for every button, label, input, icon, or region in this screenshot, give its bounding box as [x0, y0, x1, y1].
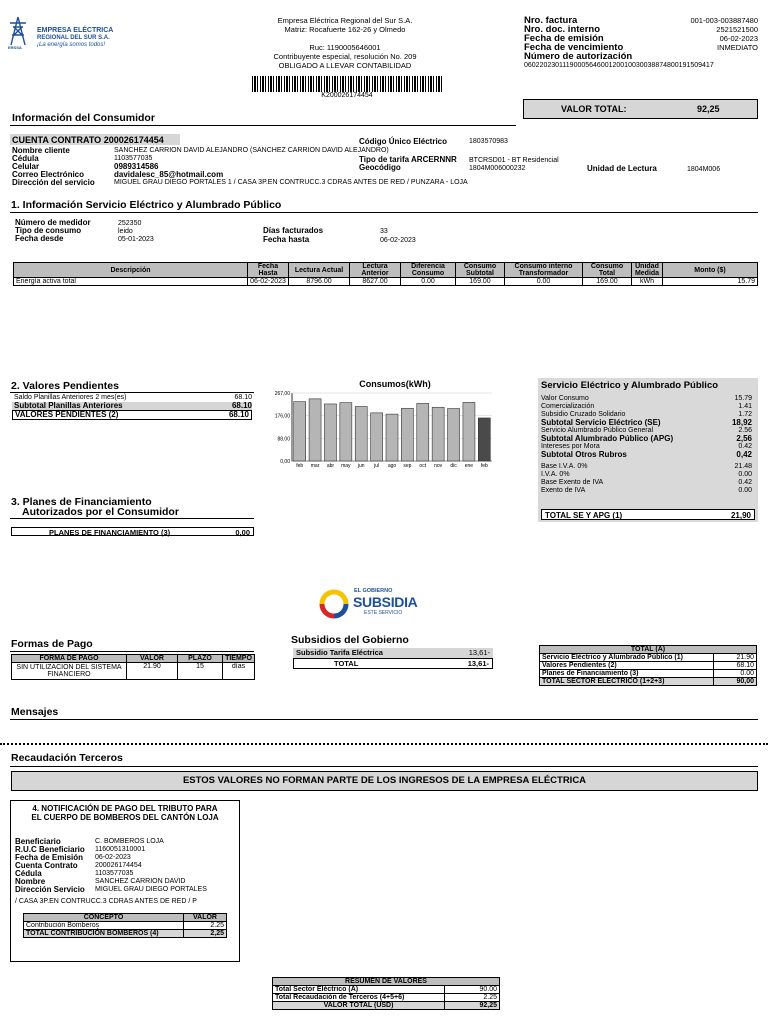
chart-xtick-label: jul — [374, 463, 380, 469]
total-a-row2-value: 68.10 — [714, 662, 757, 670]
divider — [10, 766, 758, 767]
summary-service-row-value: 1.72 — [738, 411, 752, 418]
total-value: 92,25 — [697, 104, 720, 114]
chart-bar — [386, 414, 398, 461]
address-label: Dirección del servicio — [12, 178, 95, 187]
total-a-table — [539, 645, 757, 686]
summary-service-row — [541, 419, 752, 427]
cell-total: 169.00 — [583, 278, 632, 286]
summary-service-row-label: Servicio Alumbrado Público General — [541, 427, 654, 434]
col-concept: CONCEPTO — [24, 914, 184, 922]
summary-service-row-value: 15.79 — [734, 395, 752, 402]
cell-payment-value: 21.90 — [127, 663, 178, 680]
table-row — [14, 278, 758, 286]
summary-service-row — [541, 395, 752, 403]
firefighters-field — [15, 862, 235, 870]
company-ruc: Ruc: 1190005646001 — [309, 43, 381, 52]
chart-xtick-label: ago — [387, 463, 397, 469]
email-value: davidalesc_85@hotmail.com — [114, 170, 224, 179]
ff-total-label: TOTAL CONTRIBUCIÓN BOMBEROS (4) — [24, 930, 184, 938]
firefighters-box — [10, 800, 240, 962]
ff-field-label: Cuenta Contrato — [15, 861, 78, 870]
chart-bar — [294, 402, 306, 461]
invoice-number: 001-003-003887480 — [690, 16, 758, 25]
summary-total-label: TOTAL SE Y APG (1) — [545, 511, 623, 520]
third-party-banner: ESTOS VALORES NO FORMAN PARTE DE LOS INGRESOS DE LA EMPRESA ELÉCTRICA — [11, 771, 758, 791]
tower-icon — [6, 15, 30, 49]
chart-bar — [448, 409, 460, 461]
divider — [10, 125, 516, 126]
chart-xtick-label: oct — [419, 463, 427, 469]
chart-bar — [324, 404, 336, 461]
cell-value: 0989314586 — [114, 162, 159, 171]
summary-service-row-label: Exento de IVA — [541, 487, 586, 494]
chart-xtick-label: dic — [450, 463, 457, 469]
pending-row2-label: Subtotal Planillas Anteriores — [14, 401, 123, 410]
summary-service-row-value: 1.41 — [738, 403, 752, 410]
chart-ytick-label: 176,00 — [274, 413, 290, 420]
meter-label: Número de medidor — [15, 218, 91, 227]
col-amount: Monto ($) — [663, 263, 758, 278]
logo-small-text: ERSSA — [8, 45, 22, 50]
pending-row2-value: 68.10 — [231, 401, 252, 410]
tariff-label: Tipo de tarifa ARCERNNR — [359, 155, 457, 164]
chart-bar — [417, 403, 429, 461]
chart-xtick-label: nov — [434, 463, 443, 469]
consumption-type-label: Tipo de consumo — [15, 226, 82, 235]
table-row — [540, 678, 757, 686]
summary-service-row-label: Subsidio Cruzado Solidario — [541, 411, 626, 418]
subsidia-logo — [318, 586, 418, 622]
pending-row1-label: Saldo Planillas Anteriores 2 mes(es) — [14, 394, 127, 401]
chart-bar — [340, 403, 352, 461]
chart-bar — [463, 402, 475, 461]
ff-field-label: Cédula — [15, 869, 42, 878]
col-difference: Diferencia Consumo — [401, 263, 456, 278]
col-date-to: Fecha Hasta — [248, 263, 289, 278]
ff-field-label: Beneficiario — [15, 837, 61, 846]
ff-field-value: SANCHEZ CARRION DAVID — [95, 878, 186, 885]
cell-payment-form: SIN UTILIZACION DEL SISTEMA FINANCIERO — [12, 663, 127, 680]
invoice-info — [524, 16, 758, 70]
invoice-label-number: Nro. factura — [524, 15, 578, 26]
subsidies-box — [293, 648, 493, 669]
invoice-auth: 0602202301119000564600120010030038874800191509417 — [524, 62, 714, 69]
total-a-header: TOTAL (A) — [540, 646, 757, 654]
total-a-row1-value: 21.90 — [714, 654, 757, 662]
cell-payment-term: 15 — [178, 663, 223, 680]
table-row — [540, 670, 757, 678]
cell-concept: Contribución Bomberos — [24, 922, 184, 930]
total-label: VALOR TOTAL: — [561, 104, 627, 114]
chart-xtick-label: sep — [403, 463, 412, 469]
table-header — [14, 263, 758, 278]
table-row — [540, 654, 757, 662]
date-to-value: 06-02-2023 — [380, 237, 416, 244]
divider — [10, 392, 254, 393]
financing-row — [11, 527, 254, 536]
col-total: Consumo Total — [583, 263, 632, 278]
summary-service-row-label: Subtotal Otros Rubros — [541, 450, 627, 459]
subsidy-row-value: 13,61- — [468, 648, 490, 657]
contract-number: 200026174454 — [103, 135, 164, 145]
col-payment-form: FORMA DE PAGO — [12, 655, 127, 663]
geo-value: 1804M006000232 — [469, 165, 526, 172]
summary-service-row — [541, 487, 752, 495]
summary-total-label: VALOR TOTAL (USD) — [273, 1002, 445, 1010]
pending-rows — [12, 394, 252, 420]
col-unit: Unidad Medida — [632, 263, 663, 278]
firefighters-fields — [15, 838, 235, 894]
invoice-internal: 2521521500 — [716, 25, 758, 34]
chart-ytick-label: 0,00 — [280, 459, 290, 465]
firefighters-address-cont: / CASA 3P.EN CONTRUCC.3 CDRAS ANTES DE RED / P — [15, 898, 197, 905]
summary-service-row — [541, 403, 752, 411]
payment-table — [11, 654, 255, 680]
chart-xtick-label: jun — [357, 463, 365, 469]
chart-xtick-label: feb — [296, 463, 304, 469]
service-labels — [15, 219, 91, 243]
table-row — [273, 994, 500, 1002]
summary-service-row-label: Base I.V.A. 0% — [541, 463, 588, 470]
summary-service-row-label: Valor Consumo — [541, 395, 589, 402]
third-party-title: Recaudación Terceros — [11, 752, 123, 764]
invoice-label-internal: Nro. doc. interno — [524, 24, 600, 35]
cell-value: 2.25 — [184, 922, 227, 930]
consumer-values — [114, 147, 524, 187]
col-current-reading: Lectura Actual — [289, 263, 350, 278]
summary-service-row-value: 0.00 — [738, 487, 752, 494]
summary-service-row-label: Comercialización — [541, 403, 595, 410]
firefighters-title: 4. NOTIFICACIÓN DE PAGO DEL TRIBUTO PARA EL CUERPO DE BOMBEROS DEL CANTÓN LOJA — [31, 804, 219, 822]
ff-field-value: MIGUEL GRAU DIEGO PORTALES — [95, 886, 207, 893]
firefighters-field — [15, 886, 235, 894]
subsidy-row-label: Subsidio Tarifa Eléctrica — [296, 648, 383, 657]
company-logo — [6, 15, 126, 49]
summary-service-rows — [538, 393, 758, 495]
cell-payment-time: días — [223, 663, 255, 680]
cut-line — [0, 743, 768, 745]
financing-value: 0,00 — [235, 528, 250, 537]
financing-label: PLANES DE FINANCIAMIENTO (3) — [49, 528, 171, 537]
summary-service-row-value: 2.56 — [738, 427, 752, 434]
consumption-table — [13, 262, 758, 286]
total-a-row2-label: Valores Pendientes (2) — [540, 662, 714, 670]
ff-total-value: 2,25 — [184, 930, 227, 938]
summary-service-row — [541, 463, 752, 471]
summary-service-row-label: Subtotal Alumbrado Público (APG) — [541, 434, 674, 443]
summary-service-row — [541, 435, 752, 443]
company-address: Matriz: Rocafuerte 162-26 y Olmedo — [284, 25, 406, 34]
chart-bar — [355, 406, 367, 461]
consumer-title: Información del Consumidor — [12, 112, 155, 124]
barcode — [252, 76, 442, 92]
service-values — [118, 220, 154, 244]
subsidia-line1: EL GOBIERNO — [354, 588, 393, 594]
chart-xtick-label: may — [341, 463, 351, 469]
service-title: 1. Información Servicio Eléctrico y Alumbrado Público — [11, 199, 282, 211]
chart-ytick-label: 267,00 — [274, 391, 290, 397]
summary-service-row-label: I.V.A. 0% — [541, 471, 570, 478]
address-value: MIGUEL GRAU DIEGO PORTALES 1 / CASA 3P.EN CONTRUCC.3 CDRAS ANTES DE RED / PUNZARA - LOJA — [114, 179, 468, 186]
contract-label — [12, 135, 164, 145]
ff-field-label: Nombre — [15, 877, 46, 886]
table-header — [12, 655, 255, 663]
table-row — [24, 930, 227, 938]
logo-line2: REGIONAL DEL SUR S.A. — [37, 35, 110, 41]
summary-service-row-label: Base Exento de IVA — [541, 479, 604, 486]
summary-service-row-value: 2,56 — [736, 434, 752, 443]
company-accounting: OBLIGADO A LLEVAR CONTABILIDAD — [278, 61, 412, 70]
id-value: 1103577035 — [114, 155, 153, 162]
ff-field-value: 06-02-2023 — [95, 854, 131, 861]
consumption-chart — [266, 388, 496, 470]
financing-title — [11, 497, 179, 517]
col-value: VALOR — [184, 914, 227, 922]
ff-field-label: Dirección Servicio — [15, 885, 85, 894]
table-row — [24, 922, 227, 930]
ff-field-value: 1103577035 — [95, 870, 134, 877]
summary-service-row-value: 0,42 — [736, 450, 752, 459]
firefighters-table — [23, 913, 227, 938]
cell-previous-reading: 8627.00 — [350, 278, 401, 286]
days-label: Días facturados — [263, 226, 324, 235]
cell-difference: 0.00 — [401, 278, 456, 286]
total-a-total-label: TOTAL SECTOR ELECTRICO (1+2+3) — [540, 678, 714, 686]
summary-row2-label: Total Recaudación de Terceros (4+5+6) — [273, 994, 445, 1002]
chart-bar — [371, 413, 383, 461]
cell-subtotal: 169.00 — [456, 278, 505, 286]
consumer-labels — [12, 147, 112, 187]
payment-title: Formas de Pago — [11, 638, 93, 650]
summary-service-row-value: 0.42 — [738, 443, 752, 450]
chart-bar — [432, 407, 444, 461]
email-label: Correo Electrónico — [12, 170, 85, 179]
cell-unit: kWh — [632, 278, 663, 286]
summary-service-row-value: 0.00 — [738, 471, 752, 478]
chart-ytick-label: 88,00 — [277, 436, 290, 443]
total-a-row3-value: 0.00 — [714, 670, 757, 678]
logo-slogan: ¡La energía somos todos! — [37, 42, 106, 48]
pending-title: 2. Valores Pendientes — [11, 380, 119, 392]
table-row — [273, 986, 500, 994]
geo-label: Geocódigo — [359, 163, 401, 172]
chart-title: Consumos(kWh) — [359, 379, 431, 389]
chart-xtick-label: ene — [464, 463, 474, 469]
invoice-due: INMEDIATO — [717, 43, 758, 52]
subsidia-line3: ESTE SERVICIO — [364, 610, 403, 616]
divider — [10, 518, 254, 519]
col-payment-value: VALOR — [127, 655, 178, 663]
chart-xtick-label: feb — [480, 463, 488, 469]
reading-unit-label: Unidad de Lectura — [587, 164, 657, 173]
date-to-label: Fecha hasta — [263, 235, 310, 244]
barcode-text: K200026174454 — [321, 92, 373, 99]
divider — [10, 651, 254, 652]
total-a-row1-label: Servicio Eléctrico y Alumbrado Público (1) — [540, 654, 714, 662]
cell-transformer: 0.00 — [505, 278, 583, 286]
col-description: Descripción — [14, 263, 248, 278]
summary-total-value: 21,90 — [730, 511, 751, 520]
ff-field-label: Fecha de Emisión — [15, 853, 84, 862]
invoice-label-auth: Número de autorización — [524, 51, 633, 62]
ff-field-value: 200026174454 — [95, 862, 142, 869]
contract-label-text: CUENTA CONTRATO — [12, 135, 102, 145]
divider — [10, 212, 758, 213]
col-previous-reading: Lectura Anterior — [350, 263, 401, 278]
financing-title-line2: Autorizados por el Consumidor — [22, 506, 179, 518]
name-value: SANCHEZ CARRION DAVID ALEJANDRO (SANCHEZ CARRION DAVID ALEJANDRO) — [114, 147, 389, 154]
meter-value: 252350 — [118, 220, 142, 227]
summary-service-row — [541, 471, 752, 479]
summary-service-row-value: 18,92 — [731, 418, 752, 427]
subsidy-total-value: 13,61- — [467, 659, 489, 668]
subsidies-title: Subsidios del Gobierno — [291, 634, 409, 646]
summary-total-value: 92,25 — [445, 1002, 500, 1010]
invoice-label-emission: Fecha de emisión — [524, 33, 604, 44]
financing-title-line1: 3. Planes de Financiamiento — [11, 496, 152, 508]
ff-field-label: R.U.C Beneficiario — [15, 845, 85, 854]
total-a-row3-label: Planes de Financiamiento (3) — [540, 670, 714, 678]
col-subtotal: Consumo Subtotal — [456, 263, 505, 278]
subsidia-line2: SUBSIDIA — [353, 594, 418, 610]
id-label: Cédula — [12, 154, 39, 163]
chart-bar — [309, 399, 321, 461]
days-value: 33 — [380, 228, 388, 235]
name-label: Nombre cliente — [12, 146, 70, 155]
chart-xtick-label: abr — [326, 463, 335, 469]
ff-field-value: C. BOMBEROS LOJA — [95, 838, 164, 845]
company-name: Empresa Eléctrica Regional del Sur S.A. — [277, 16, 413, 25]
summary-service-row-label: Subtotal Servicio Eléctrico (SE) — [541, 418, 661, 427]
pending-row3-label: VALORES PENDIENTES (2) — [15, 410, 119, 419]
tariff-value: BTCRSD01 - BT Residencial — [469, 157, 559, 164]
chart-bar — [478, 418, 490, 461]
messages-title: Mensajes — [11, 706, 59, 718]
company-special: Contribuyente especial, resolución No. 209 — [273, 52, 417, 61]
invoice-label-due: Fecha de vencimiento — [524, 42, 624, 53]
total-a-total-value: 90,00 — [714, 678, 757, 686]
col-payment-term: PLAZO — [178, 655, 223, 663]
date-from-label: Fecha desde — [15, 234, 64, 243]
summary-service-title: Servicio Eléctrico y Alumbrado Público — [541, 380, 719, 391]
summary-service-row-label: Intereses por Mora — [541, 443, 600, 450]
summary-service-row — [541, 479, 752, 487]
summary-row1-label: Total Sector Eléctrico (A) — [273, 986, 445, 994]
summary-service-row-value: 21.48 — [734, 463, 752, 470]
pending-row1-value: 68.10 — [234, 394, 252, 401]
chart-xtick-label: mar — [310, 463, 320, 469]
col-payment-time: TIEMPO — [223, 655, 255, 663]
reading-unit-value: 1804M006 — [687, 166, 721, 173]
summary-total-row — [541, 509, 755, 520]
logo-line1: EMPRESA ELÉCTRICA — [37, 27, 114, 34]
summary-row1-value: 90.00 — [445, 986, 500, 994]
pending-row3-value: 68.10 — [228, 410, 249, 419]
invoice-emission: 06-02-2023 — [719, 34, 758, 43]
cue-label: Código Único Eléctrico — [359, 137, 448, 146]
cell-date-to: 06-02-2023 — [248, 278, 289, 286]
table-row — [273, 1002, 500, 1010]
date-from-value: 05-01-2023 — [118, 236, 154, 243]
summary-service-panel — [538, 378, 758, 522]
summary-row2-value: 2.25 — [445, 994, 500, 1002]
cell-amount: 15.79 — [663, 278, 758, 286]
table-row — [540, 662, 757, 670]
firefighters-field — [15, 870, 235, 878]
chart-bar — [401, 408, 413, 461]
summary-service-row-value: 0.42 — [738, 479, 752, 486]
subsidy-total-label: TOTAL — [334, 659, 359, 668]
summary-service-row — [541, 451, 752, 459]
cell-description: Energía activa total — [14, 278, 248, 286]
summary-table — [272, 977, 500, 1010]
total-box — [523, 99, 758, 119]
table-row — [12, 663, 255, 680]
cell-current-reading: 8796.00 — [289, 278, 350, 286]
col-transformer: Consumo interno Transformador — [505, 263, 583, 278]
divider — [10, 719, 758, 720]
cue-value: 1803570983 — [469, 138, 508, 145]
consumption-type-value: leido — [118, 228, 133, 235]
cell-label: Celular — [12, 162, 40, 171]
ff-field-value: 1160051310001 — [95, 846, 146, 853]
government-flag-icon — [318, 588, 350, 620]
company-info — [245, 16, 445, 70]
summary-header: RESUMEN DE VALORES — [273, 978, 500, 986]
